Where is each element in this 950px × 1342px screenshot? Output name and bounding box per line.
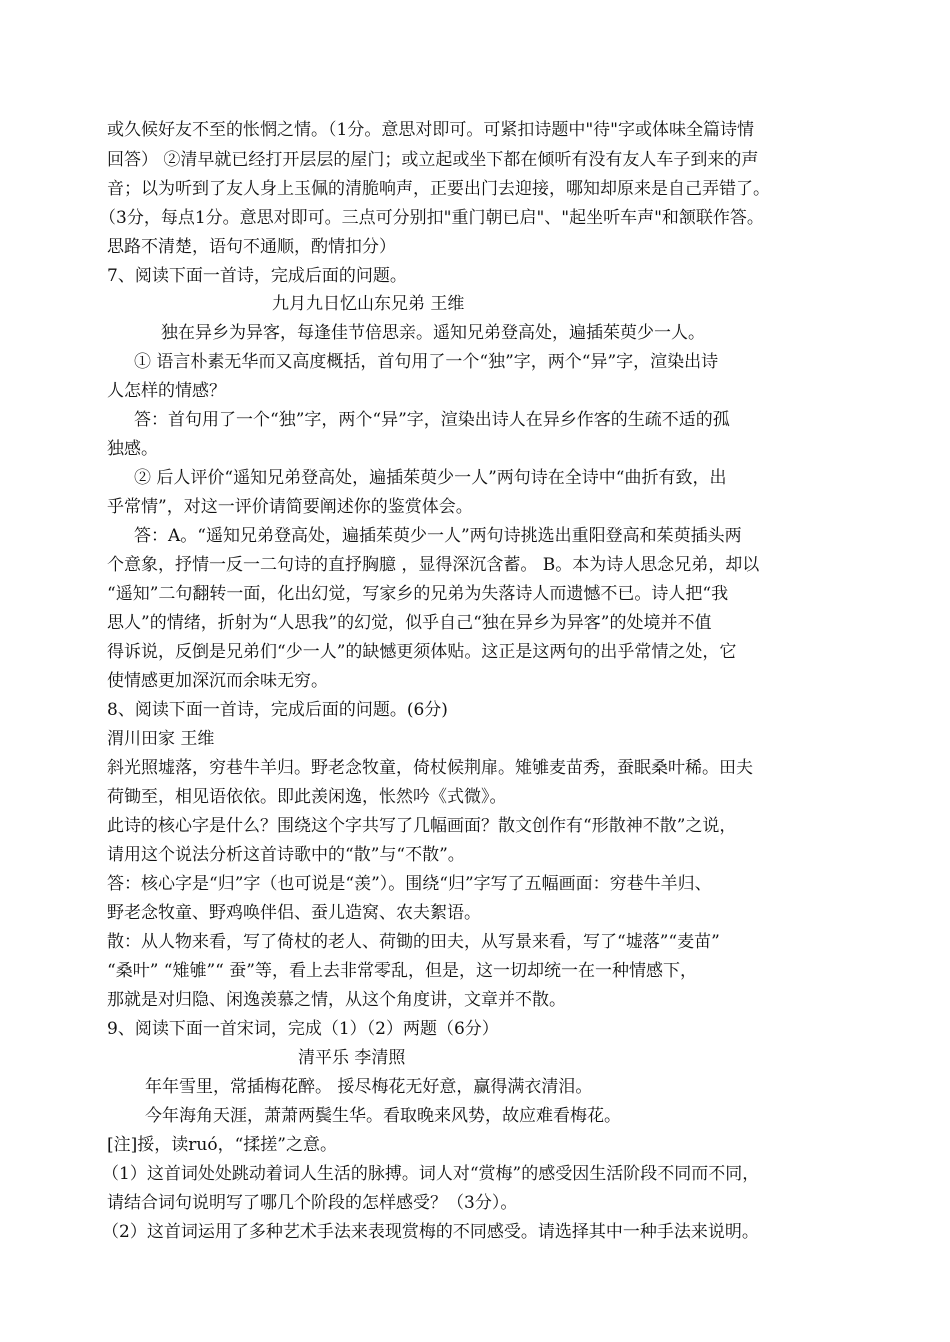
text-line: 答：首句用了一个“独”字，两个“异”字，渲染出诗人在异乡作客的生疏不适的孤 [134,410,730,430]
text-line: 使情感更加深沉而余味无穷。 [107,671,328,691]
poem-text: 斜光照墟落，穷巷牛羊归。野老念牧童，倚杖候荆扉。雉雊麦苗秀，蚕眠桑叶稀。田夫 [107,758,753,778]
text-line: 答：核心字是“归”字（也可说是“羡”）。围绕“归”字写了五幅画面：穷巷牛羊归、 [107,874,712,894]
poem-text: 今年海角天涯，萧萧两鬓生华。看取晚来风势，故应难看梅花。 [145,1106,621,1126]
text-line: 音；以为听到了友人身上玉佩的清脆响声，正要出门去迎接，哪知却原来是自己弄错了。 [107,179,770,199]
text-line: 散：从人物来看，写了倚杖的老人、荷锄的田夫，从写景来看，写了“墟落”“麦苗” [107,932,720,952]
text-line: （2）这首词运用了多种艺术手法来表现赏梅的不同感受。请选择其中一种手法来说明。 [102,1222,759,1242]
text-line: 此诗的核心字是什么？围绕这个字共写了几幅画面？散文创作有“形散神不散”之说， [107,816,737,836]
text-line: 独感。 [107,439,158,459]
text-line: 请用这个说法分析这首诗歌中的“散”与“不散”。 [107,845,465,865]
text-line: ① 语言朴素无华而又高度概括，首句用了一个“独”字，两个“异”字，渲染出诗 [134,352,719,372]
question-heading-9: 9、阅读下面一首宋词，完成（1）（2）两题（6分） [107,1019,499,1039]
text-line: ② 后人评价“遥知兄弟登高处，遍插茱萸少一人”两句诗在全诗中“曲折有致，出 [134,468,727,488]
poem-title: 清平乐 李清照 [298,1048,406,1068]
question-heading-8: 8、阅读下面一首诗，完成后面的问题。(6分) [107,700,448,720]
text-line: （1）这首词处处跳动着词人生活的脉搏。词人对“赏梅”的感受因生活阶段不同而不同， [102,1164,760,1184]
poem-text: 年年雪里，常插梅花醉。 挼尽梅花无好意，赢得满衣清泪。 [145,1077,593,1097]
text-line: 思路不清楚，语句不通顺，酌情扣分） [107,237,396,257]
text-line: 野老念牧童、野鸡唤伴侣、蚕儿造窝、农夫絮语。 [107,903,481,923]
text-line: 人怎样的情感？ [107,381,226,401]
question-heading-7: 7、阅读下面一首诗，完成后面的问题。 [107,266,407,286]
text-line: （3分，每点1分。意思对即可。三点可分别扣"重门朝已启"、"起坐听车声"和颔联作答。 [99,208,764,228]
poem-text: 荷锄至，相见语依依。即此羡闲逸，怅然吟《式微》。 [107,787,507,807]
text-line: 个意象，抒情一反一二句诗的直抒胸臆 ，显得深沉含蓄。 B。本为诗人思念兄弟，却以 [107,555,760,575]
poem-text: 独在异乡为异客，每逢佳节倍思亲。遥知兄弟登高处，遍插茱萸少一人。 [161,323,705,343]
text-line: 答：A。“遥知兄弟登高处，遍插茱萸少一人”两句诗挑选出重阳登高和茱萸插头两 [134,526,742,546]
note-line: [注]挼，读ruó，“揉搓”之意。 [107,1135,337,1155]
text-line: “桑叶” “雉雊”“ 蚕”等，看上去非常零乱，但是，这一切却统一在一种情感下， [107,961,697,981]
text-line: 得诉说，反倒是兄弟们“少一人”的缺憾更须体贴。这正是这两句的出乎常情之处，它 [107,642,737,662]
text-line: 乎常情”，对这一评价请简要阐述你的鉴赏体会。 [107,497,473,517]
text-line: “遥知”二句翻转一面，化出幻觉，写家乡的兄弟为失落诗人而遗憾不已。诗人把“我 [107,584,729,604]
poem-title: 渭川田家 王维 [107,729,215,749]
text-line: 思人”的情绪，折射为“人思我”的幻觉，似乎自己“独在异乡为异客”的处境并不值 [107,613,712,633]
poem-title: 九月九日忆山东兄弟 王维 [272,294,465,314]
text-line: 那就是对归隐、闲逸羡慕之情，从这个角度讲，文章并不散。 [107,990,566,1010]
text-line: 请结合词句说明写了哪几个阶段的怎样感受？（3分）。 [107,1193,518,1213]
text-line: 或久候好友不至的怅惘之情。（1分。意思对即可。可紧扣诗题中"待"字或体味全篇诗情 [107,120,754,140]
text-line: 回答） ②清早就已经打开层层的屋门；或立起或坐下都在倾听有没有友人车子到来的声 [107,150,759,170]
